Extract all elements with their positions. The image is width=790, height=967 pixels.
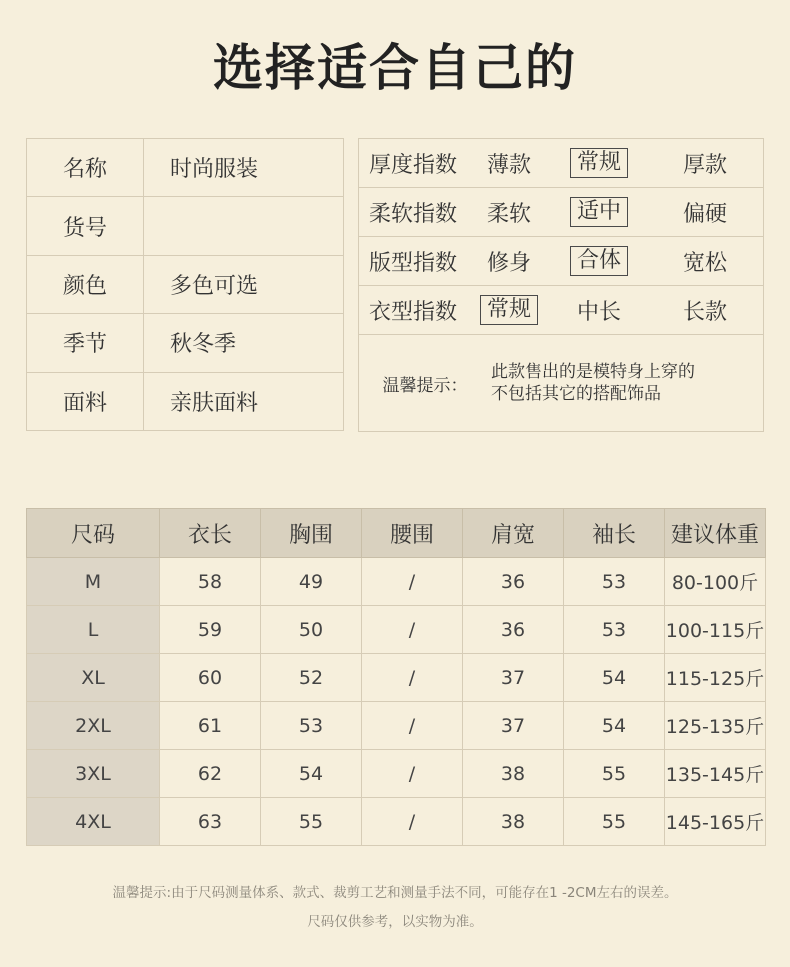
size-cell: 58 <box>160 558 261 606</box>
size-row <box>27 606 766 654</box>
size-cell: 36 <box>463 558 564 606</box>
tip-line: 此款售出的是模特身上穿的 <box>491 362 695 382</box>
footer-note: 尺码仅供参考，以实物为准。 <box>307 914 483 930</box>
info-key: 名称 <box>27 139 144 197</box>
info-row <box>27 314 344 372</box>
info-key: 货号 <box>27 197 144 255</box>
info-key: 季节 <box>27 314 144 372</box>
footer-note: 温馨提示:由于尺码测量体系、款式、裁剪工艺和测量手法不同，可能存在1 -2CM左右的误差。 <box>112 885 678 901</box>
index-option: 合体 <box>570 246 628 276</box>
index-option: 厚款 <box>682 152 727 178</box>
size-header-cell: 建议体重 <box>665 509 766 558</box>
index-label: 衣型指数 <box>359 286 468 335</box>
index-row <box>359 286 764 335</box>
size-cell: 50 <box>261 606 362 654</box>
size-cell: 4XL <box>27 798 160 846</box>
tip-label: 温馨提示： <box>382 375 468 396</box>
size-cell: 145-165斤 <box>665 798 766 846</box>
index-label: 版型指数 <box>359 237 468 286</box>
size-cell: 63 <box>160 798 261 846</box>
index-option: 长款 <box>682 299 727 325</box>
index-option: 宽松 <box>682 250 727 276</box>
size-cell: 100-115斤 <box>665 606 766 654</box>
size-cell: 53 <box>564 606 665 654</box>
size-row <box>27 750 766 798</box>
info-value: 多色可选 <box>144 255 344 313</box>
size-cell: 54 <box>261 750 362 798</box>
size-cell: / <box>362 558 463 606</box>
fit-index-table <box>358 138 764 432</box>
info-value: 秋冬季 <box>144 314 344 372</box>
size-cell: 53 <box>261 702 362 750</box>
size-cell: 37 <box>463 654 564 702</box>
size-cell: 38 <box>463 750 564 798</box>
tip-line: 不包括其它的搭配饰品 <box>491 384 661 404</box>
size-cell: / <box>362 702 463 750</box>
size-chart-table <box>26 508 766 846</box>
info-row <box>27 139 344 197</box>
size-cell: 53 <box>564 558 665 606</box>
product-info-table <box>26 138 344 431</box>
size-cell: 38 <box>463 798 564 846</box>
index-row <box>359 139 764 188</box>
info-key: 颜色 <box>27 255 144 313</box>
size-cell: M <box>27 558 160 606</box>
size-cell: XL <box>27 654 160 702</box>
size-header-cell: 胸围 <box>261 509 362 558</box>
index-option: 中长 <box>576 299 621 325</box>
page-title: 选择适合自己的 <box>213 38 577 97</box>
size-cell: 55 <box>261 798 362 846</box>
info-row <box>27 255 344 313</box>
size-cell: 52 <box>261 654 362 702</box>
size-row <box>27 654 766 702</box>
size-cell: / <box>362 606 463 654</box>
info-value <box>144 197 344 255</box>
index-option: 薄款 <box>486 152 531 178</box>
size-header-cell: 袖长 <box>564 509 665 558</box>
size-cell: / <box>362 654 463 702</box>
size-cell: 54 <box>564 702 665 750</box>
info-value: 亲肤面料 <box>144 372 344 430</box>
info-value: 时尚服装 <box>144 139 344 197</box>
size-row <box>27 702 766 750</box>
size-cell: 61 <box>160 702 261 750</box>
index-label: 厚度指数 <box>359 139 468 188</box>
size-cell: 36 <box>463 606 564 654</box>
size-row <box>27 558 766 606</box>
index-row <box>359 237 764 286</box>
size-cell: 55 <box>564 750 665 798</box>
size-cell: L <box>27 606 160 654</box>
info-row <box>27 197 344 255</box>
size-cell: 60 <box>160 654 261 702</box>
index-row <box>359 188 764 237</box>
size-cell: 62 <box>160 750 261 798</box>
tip-note <box>359 335 764 432</box>
size-cell: 59 <box>160 606 261 654</box>
size-cell: 49 <box>261 558 362 606</box>
size-header-cell: 腰围 <box>362 509 463 558</box>
index-option: 偏硬 <box>682 201 727 227</box>
size-cell: 115-125斤 <box>665 654 766 702</box>
size-cell: 125-135斤 <box>665 702 766 750</box>
size-header-row <box>27 509 766 558</box>
size-cell: / <box>362 750 463 798</box>
index-label: 柔软指数 <box>359 188 468 237</box>
index-option: 常规 <box>480 295 538 325</box>
size-cell: / <box>362 798 463 846</box>
size-cell: 80-100斤 <box>665 558 766 606</box>
index-option: 适中 <box>570 197 628 227</box>
info-key: 面料 <box>27 372 144 430</box>
index-option: 柔软 <box>486 201 531 227</box>
size-cell: 37 <box>463 702 564 750</box>
size-cell: 3XL <box>27 750 160 798</box>
size-row <box>27 798 766 846</box>
index-option: 修身 <box>486 250 531 276</box>
size-header-cell: 肩宽 <box>463 509 564 558</box>
index-option: 常规 <box>570 148 628 178</box>
size-cell: 54 <box>564 654 665 702</box>
size-header-cell: 衣长 <box>160 509 261 558</box>
size-cell: 55 <box>564 798 665 846</box>
size-header-cell: 尺码 <box>27 509 160 558</box>
size-cell: 135-145斤 <box>665 750 766 798</box>
size-cell: 2XL <box>27 702 160 750</box>
info-row <box>27 372 344 430</box>
